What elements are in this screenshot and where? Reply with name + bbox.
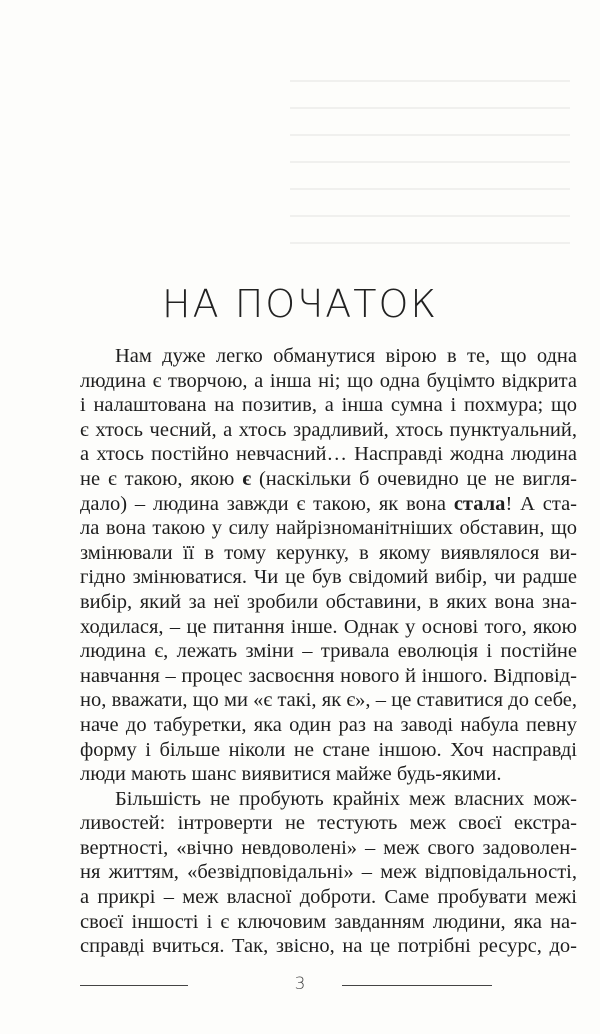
text-line [80,565,577,590]
text-line [80,467,577,492]
text-line [80,393,577,418]
text-segment: і налаштована на позитив, а інша сумна і похмура; що [80,394,577,417]
text-line [80,688,577,713]
text-segment: ливостей: інтроверти не тестують меж своєї екстра- [80,812,577,835]
text-segment: Більшість не пробують крайніх меж власних мож- [115,787,577,810]
text-segment: є хтось чесний, а хтось зрадливий, хтось пунктуальний, [80,418,577,441]
text-line [80,344,577,369]
text-line [80,836,577,861]
text-line [80,934,577,959]
text-line [80,664,577,689]
text-segment: ходилася, – це питання інше. Однак у основі того, якою [80,615,577,638]
text-segment: (наскільки б очевидно це не вигля- [251,467,577,490]
text-segment: своєї іншості і є ключовим завданням людини, яка на- [80,910,577,933]
text-line [80,910,577,935]
bold-text: стала [453,492,506,515]
text-line [80,541,577,566]
text-segment: людина є, лежать зміни – тривала еволюція і постійне [80,640,577,663]
text-segment: справді вчиться. Так, звісно, на це потрібні ресурс, до- [80,935,577,958]
text-line [80,418,577,443]
text-line [80,787,577,812]
text-segment: дало) – людина завжди є такою, як вона [80,492,454,515]
text-line [80,860,577,885]
text-line [80,492,577,517]
text-segment: но, вважати, що ми «є такі, як є», – це ставитися до себе, [80,689,577,712]
footer-rule-right [342,985,492,986]
show-through-text [290,80,570,250]
body-text [80,344,577,959]
text-segment: ня життям, «безвідповідальні» – меж відповідальності, [80,861,577,884]
page-number: 3 [294,974,306,994]
text-segment: ла вона такою у силу найрізноманітніших обставин, що [80,517,577,540]
bold-text: є [242,467,252,490]
text-line [80,615,577,640]
text-line [80,885,577,910]
text-segment: не є такою, якою [80,467,243,490]
text-line [80,713,577,738]
text-line [80,639,577,664]
text-segment: ! А ста- [505,492,577,515]
chapter-title: НА ПОЧАТОК [162,282,438,326]
text-segment: навчання – процес засвоєння нового й іншого. Відповід- [80,664,577,687]
text-line [80,442,577,467]
text-segment: Нам дуже легко обманутися вірою в те, що одна [115,345,577,367]
text-segment: а хтось постійно невчасний… Насправді жодна людина [80,443,577,466]
text-line [80,762,577,787]
text-line [80,811,577,836]
text-segment: змінювали її в тому керунку, в якому виявлялося ви- [80,541,577,564]
footer-rule-left [80,985,188,986]
text-segment: людина є творчою, а інша ні; що одна буцімто відкрита [80,369,577,392]
text-segment: форму і більше ніколи не стане іншою. Хоч насправді [80,738,577,761]
text-segment: вибір, який за неї зробили обставини, в яких вона зна- [80,590,577,613]
text-line [80,369,577,394]
text-line [80,590,577,615]
text-segment: вертності, «вічно невдоволені» – меж свого задоволен- [80,836,577,859]
text-line [80,516,577,541]
text-segment: а прикрі – меж власної доброти. Саме пробувати межі [80,886,577,909]
text-segment: наче до табуретки, яка один раз на заводі набула певну [80,713,577,736]
text-line [80,738,577,763]
text-segment: гідно змінюватися. Чи це був свідомий вибір, чи радше [80,566,577,589]
text-segment: люди мають шанс виявитися майже будь-якими. [80,763,502,786]
